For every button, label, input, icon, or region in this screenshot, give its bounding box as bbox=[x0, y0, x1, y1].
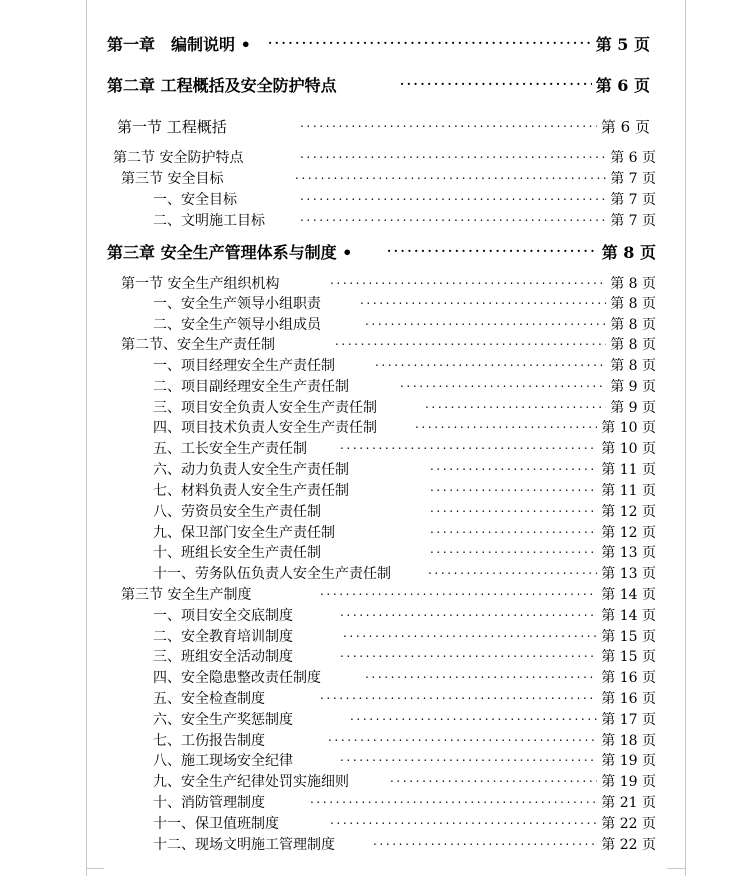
toc-entry-page: 第 8 页 bbox=[610, 296, 656, 312]
toc-entry[interactable] bbox=[153, 627, 656, 648]
toc-dot-leader bbox=[390, 772, 597, 793]
toc-entry[interactable] bbox=[153, 294, 656, 315]
toc-entry-page: 第 9 页 bbox=[610, 400, 656, 416]
toc-entry-page: 第 12 页 bbox=[601, 525, 656, 541]
toc-entry[interactable] bbox=[121, 585, 656, 606]
toc-entry-title: 十、消防管理制度 bbox=[153, 795, 265, 811]
toc-entry-title: 六、动力负责人安全生产责任制 bbox=[153, 462, 349, 478]
toc-entry-page: 第 7 页 bbox=[610, 192, 656, 208]
toc-dot-leader bbox=[343, 627, 597, 648]
toc-entry-page: 第 6 页 bbox=[610, 150, 656, 166]
toc-entry[interactable] bbox=[153, 502, 656, 523]
toc-entry-title: 九、保卫部门安全生产责任制 bbox=[153, 525, 335, 541]
toc-entry-title: 七、工伤报告制度 bbox=[153, 733, 265, 749]
toc-entry[interactable] bbox=[121, 274, 656, 295]
toc-entry[interactable] bbox=[153, 835, 656, 856]
toc-dot-leader bbox=[430, 502, 597, 523]
toc-entry-page: 第 8 页 bbox=[610, 317, 656, 333]
toc-entry-page: 第 16 页 bbox=[601, 670, 656, 686]
toc-entry-page: 第 15 页 bbox=[601, 629, 656, 645]
toc-dot-leader bbox=[340, 606, 597, 627]
toc-entry-page: 第 7 页 bbox=[610, 213, 656, 229]
toc-entry-title: 一、项目经理安全生产责任制 bbox=[153, 358, 335, 374]
toc-entry-page: 第 7 页 bbox=[610, 171, 656, 187]
toc-entry-title: 二、文明施工目标 bbox=[153, 213, 265, 229]
toc-entry-page: 第 22 页 bbox=[601, 837, 656, 853]
toc-entry[interactable] bbox=[153, 356, 656, 377]
toc-dot-leader bbox=[415, 418, 597, 439]
toc-dot-leader bbox=[340, 751, 597, 772]
toc-entry-page: 第 19 页 bbox=[601, 753, 656, 769]
toc-entry[interactable] bbox=[153, 211, 656, 232]
toc-entry-title: 二、项目副经理安全生产责任制 bbox=[153, 379, 349, 395]
toc-dot-leader bbox=[365, 315, 606, 336]
toc-entry-title: 第一节 工程概括 bbox=[117, 118, 227, 136]
toc-entry-page: 第 14 页 bbox=[601, 587, 656, 603]
toc-entry-title: 第二节 安全防护特点 bbox=[113, 150, 244, 166]
toc-entry-title: 六、安全生产奖惩制度 bbox=[153, 712, 293, 728]
toc-entry[interactable] bbox=[153, 418, 656, 439]
toc-entry-page: 第 10 页 bbox=[601, 420, 656, 436]
toc-entry[interactable] bbox=[117, 117, 650, 138]
toc-entry-page: 第 17 页 bbox=[601, 712, 656, 728]
toc-entry[interactable] bbox=[153, 606, 656, 627]
toc-dot-leader bbox=[350, 710, 597, 731]
toc-dot-leader bbox=[300, 190, 606, 211]
toc-dot-leader bbox=[428, 564, 597, 585]
toc-entry[interactable] bbox=[107, 34, 650, 55]
toc-entry[interactable] bbox=[153, 751, 656, 772]
toc-entry-title: 二、安全生产领导小组成员 bbox=[153, 317, 321, 333]
toc-entry[interactable] bbox=[113, 148, 656, 169]
toc-entry-page: 第 11 页 bbox=[601, 483, 656, 499]
toc-entry-page: 第 13 页 bbox=[601, 566, 656, 582]
toc-entry-page: 第 11 页 bbox=[601, 462, 656, 478]
toc-entry[interactable] bbox=[153, 793, 656, 814]
toc-entry[interactable] bbox=[153, 647, 656, 668]
toc-entry-page: 第 5 页 bbox=[595, 35, 650, 54]
toc-entry-title: 第二节、安全生产责任制 bbox=[121, 337, 275, 353]
toc-entry-title: 五、工长安全生产责任制 bbox=[153, 441, 307, 457]
toc-dot-leader bbox=[400, 75, 592, 96]
toc-dot-leader bbox=[330, 814, 597, 835]
toc-entry-title: 十二、现场文明施工管理制度 bbox=[153, 837, 335, 853]
toc-entry-title: 一、安全目标 bbox=[153, 192, 237, 208]
toc-entry-title: 八、施工现场安全纪律 bbox=[153, 753, 293, 769]
toc-entry[interactable] bbox=[153, 481, 656, 502]
toc-entry-title: 二、安全教育培训制度 bbox=[153, 629, 293, 645]
toc-dot-leader bbox=[340, 439, 597, 460]
toc-entry-title: 八、劳资员安全生产责任制 bbox=[153, 504, 321, 520]
toc-dot-leader bbox=[320, 689, 597, 710]
toc-dot-leader bbox=[360, 294, 606, 315]
toc-entry[interactable] bbox=[121, 335, 656, 356]
toc-entry-page: 第 19 页 bbox=[601, 774, 656, 790]
toc-dot-leader bbox=[330, 274, 606, 295]
toc-entry-title: 第一章 编制说明 • bbox=[107, 35, 251, 54]
toc-dot-leader bbox=[295, 169, 606, 190]
toc-entry[interactable] bbox=[153, 668, 656, 689]
toc-entry[interactable] bbox=[153, 190, 656, 211]
toc-dot-leader bbox=[400, 377, 606, 398]
toc-entry[interactable] bbox=[153, 564, 656, 585]
toc-entry[interactable] bbox=[153, 543, 656, 564]
toc-entry[interactable] bbox=[153, 315, 656, 336]
toc-entry[interactable] bbox=[153, 772, 656, 793]
toc-dot-leader bbox=[373, 835, 597, 856]
toc-entry[interactable] bbox=[153, 523, 656, 544]
toc-entry[interactable] bbox=[107, 75, 650, 96]
toc-entry[interactable] bbox=[153, 439, 656, 460]
toc-entry-title: 九、安全生产纪律处罚实施细则 bbox=[153, 774, 349, 790]
toc-entry-title: 一、安全生产领导小组职责 bbox=[153, 296, 321, 312]
toc-dot-leader bbox=[328, 731, 597, 752]
toc-entry[interactable] bbox=[153, 710, 656, 731]
toc-entry-title: 十一、保卫值班制度 bbox=[153, 816, 279, 832]
toc-entry-title: 七、材料负责人安全生产责任制 bbox=[153, 483, 349, 499]
toc-entry-title: 十、班组长安全生产责任制 bbox=[153, 545, 321, 561]
toc-dot-leader bbox=[430, 523, 597, 544]
toc-entry-page: 第 8 页 bbox=[610, 358, 656, 374]
toc-entry-page: 第 6 页 bbox=[600, 118, 650, 136]
toc-entry[interactable] bbox=[153, 377, 656, 398]
toc-entry-page: 第 8 页 bbox=[610, 337, 656, 353]
toc-entry[interactable] bbox=[153, 398, 656, 419]
toc-dot-leader bbox=[300, 117, 597, 138]
toc-entry-title: 三、班组安全活动制度 bbox=[153, 649, 293, 665]
toc-entry-title: 三、项目安全负责人安全生产责任制 bbox=[153, 400, 377, 416]
toc-entry-page: 第 10 页 bbox=[601, 441, 656, 457]
toc-entry-page: 第 13 页 bbox=[601, 545, 656, 561]
toc-entry-page: 第 21 页 bbox=[601, 795, 656, 811]
toc-dot-leader bbox=[335, 335, 606, 356]
toc-entry[interactable] bbox=[153, 731, 656, 752]
toc-entry[interactable] bbox=[107, 242, 656, 263]
toc-entry-title: 第一节 安全生产组织机构 bbox=[121, 276, 280, 292]
toc-dot-leader bbox=[375, 356, 606, 377]
toc-dot-leader bbox=[340, 647, 597, 668]
toc-entry-title: 四、安全隐患整改责任制度 bbox=[153, 670, 321, 686]
toc-dot-leader bbox=[425, 398, 606, 419]
toc-entry-page: 第 14 页 bbox=[601, 608, 656, 624]
toc-entry[interactable] bbox=[153, 689, 656, 710]
toc-entry-page: 第 16 页 bbox=[601, 691, 656, 707]
toc-dot-leader bbox=[300, 148, 606, 169]
toc-entry-title: 第二章 工程概括及安全防护特点 bbox=[107, 76, 337, 95]
toc-entry-page: 第 15 页 bbox=[601, 649, 656, 665]
toc-entry-title: 第三节 安全生产制度 bbox=[121, 587, 252, 603]
toc-dot-leader bbox=[268, 34, 592, 55]
toc-dot-leader bbox=[365, 668, 597, 689]
toc-entry-page: 第 22 页 bbox=[601, 816, 656, 832]
toc-entry-page: 第 9 页 bbox=[610, 379, 656, 395]
toc-entry-page: 第 12 页 bbox=[601, 504, 656, 520]
toc-entry-title: 五、安全检查制度 bbox=[153, 691, 265, 707]
toc-entry[interactable] bbox=[153, 460, 656, 481]
toc-entry-title: 第三章 安全生产管理体系与制度 • bbox=[107, 243, 353, 262]
toc-entry-title: 一、项目安全交底制度 bbox=[153, 608, 293, 624]
toc-entry-title: 十一、劳务队伍负责人安全生产责任制 bbox=[153, 566, 391, 582]
toc-dot-leader bbox=[430, 543, 597, 564]
toc-entry-page: 第 18 页 bbox=[601, 733, 656, 749]
toc-entry[interactable] bbox=[121, 169, 656, 190]
toc-dot-leader bbox=[387, 242, 598, 263]
toc-dot-leader bbox=[310, 793, 597, 814]
toc-entry-page: 第 8 页 bbox=[601, 243, 656, 262]
toc-dot-leader bbox=[320, 585, 597, 606]
toc-dot-leader bbox=[430, 481, 597, 502]
toc-dot-leader bbox=[300, 211, 606, 232]
toc-entry-title: 第三节 安全目标 bbox=[121, 171, 224, 187]
toc-dot-leader bbox=[430, 460, 597, 481]
toc-entry-title: 四、项目技术负责人安全生产责任制 bbox=[153, 420, 377, 436]
toc-entry-page: 第 8 页 bbox=[610, 276, 656, 292]
toc-entry-page: 第 6 页 bbox=[595, 76, 650, 95]
toc-entry[interactable] bbox=[153, 814, 656, 835]
